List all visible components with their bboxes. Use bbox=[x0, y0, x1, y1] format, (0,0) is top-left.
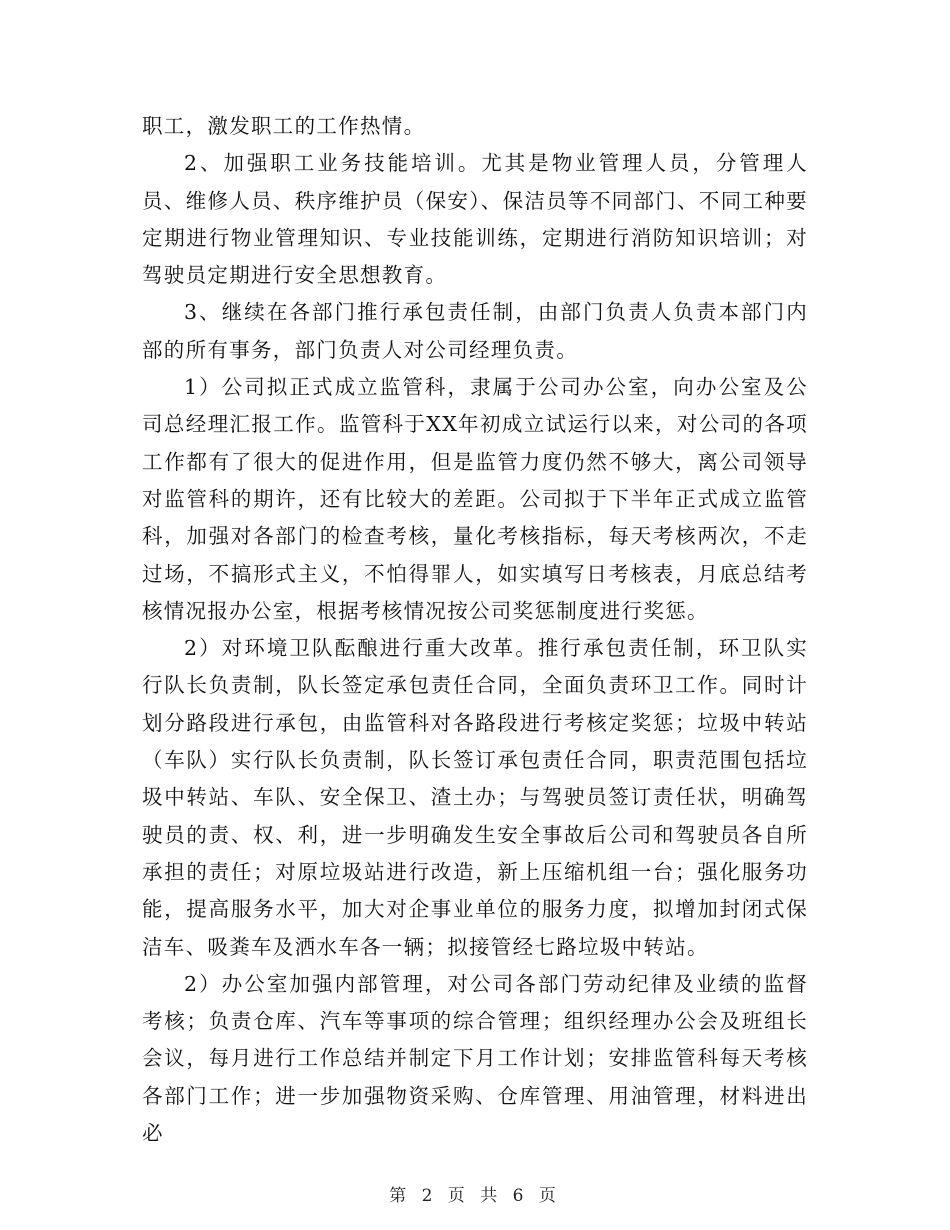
paragraph-3: 3、继续在各部门推行承包责任制，由部门负责人负责本部门内部的所有事务，部门负责人对公司经理负责。 bbox=[142, 300, 808, 362]
paragraph-5: 2）对环境卫队酝酿进行重大改革。推行承包责任制，环卫队实行队长负责制，队长签定承包责任合同，全面负责环卫工作。同时计划分路段进行承包，由监管科对各路段进行考核定奖惩；垃圾中转站（车队）实行队长负责制，队长签订承包责任合同，职责范围包括垃圾中转站、车队、安全保卫、渣土办；与驾驶员签订责任状，明确驾驶员的责、权、利，进一步明确发生安全事故后公司和驾驶员各自所承担的责任；对原垃圾站进行改造，新上压缩机组一台；强化服务功能，提高服务水平，加大对企事业单位的服务力度，拟增加封闭式保洁车、吸粪车及洒水车各一辆；拟接管经七路垃圾中转站。 bbox=[142, 636, 808, 959]
body-text bbox=[142, 108, 808, 1152]
paragraph-4: 1）公司拟正式成立监管科，隶属于公司办公室，向办公室及公司总经理汇报工作。监管科于XX年初成立试运行以来，对公司的各项工作都有了很大的促进作用，但是监管力度仍然不够大，离公司领导对监管科的期许，还有比较大的差距。公司拟于下半年正式成立监管科，加强对各部门的检查考核，量化考核指标，每天考核两次，不走过场，不搞形式主义，不怕得罪人，如实填写日考核表，月底总结考核情况报办公室，根据考核情况按公司奖惩制度进行奖惩。 bbox=[142, 375, 808, 623]
paragraph-6: 2）办公室加强内部管理，对公司各部门劳动纪律及业绩的监督考核；负责仓库、汽车等事项的综合管理；组织经理办公会及班组长会议，每月进行工作总结并制定下月工作计划；安排监管科每天考核各部门工作；进一步加强物资采购、仓库管理、用油管理，材料进出必 bbox=[142, 971, 808, 1146]
page-footer: 第 2 页 共 6 页 bbox=[389, 1186, 561, 1206]
paragraph-2: 2、加强职工业务技能培训。尤其是物业管理人员，分管理人员、维修人员、秩序维护员（保安）、保洁员等不同部门、不同工种要定期进行物业管理知识、专业技能训练，定期进行消防知识培训；对驾驶员定期进行安全思想教育。 bbox=[142, 151, 808, 288]
paragraph-1: 职工，激发职工的工作热情。 bbox=[142, 114, 426, 138]
